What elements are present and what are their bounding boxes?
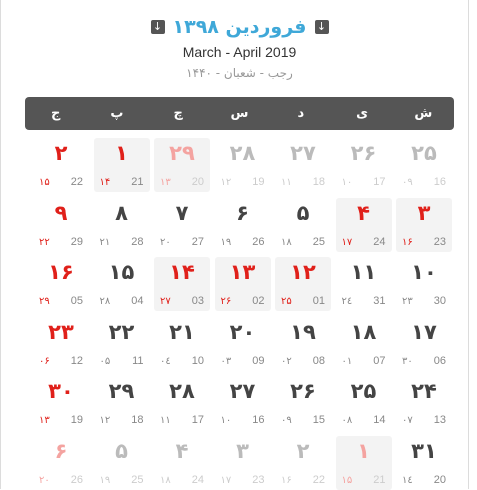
day-cell[interactable]	[336, 257, 392, 311]
hijri-day-number: ۱۲	[99, 415, 111, 426]
gregorian-day-number: 04	[131, 295, 144, 307]
persian-day-number: ۲۸	[229, 141, 256, 165]
day-cell[interactable]	[215, 138, 271, 192]
gregorian-day-number: 08	[312, 354, 325, 367]
gregorian-day-number: 18	[131, 414, 144, 426]
persian-day-number: ۲۸	[169, 379, 195, 403]
day-cell[interactable]	[336, 317, 392, 371]
calendar-header	[1, 14, 477, 80]
persian-day-number: ۷	[175, 200, 189, 225]
day-cell[interactable]	[215, 317, 271, 371]
day-cell[interactable]	[336, 376, 392, 430]
hijri-day-number: ۰۵	[99, 355, 111, 367]
weekday-label: ج	[50, 106, 61, 121]
persian-day-number: ۴	[357, 200, 370, 225]
persian-day-number: ۲۱	[169, 319, 195, 344]
day-cell[interactable]	[275, 198, 331, 252]
persian-day-number: ۱۵	[108, 260, 135, 284]
gregorian-day-number: 29	[70, 235, 83, 248]
persian-day-number: ۵	[115, 438, 128, 463]
day-cell[interactable]	[275, 317, 331, 371]
gregorian-day-number: 24	[191, 473, 204, 486]
hijri-day-number: ۱۱	[160, 415, 171, 426]
gregorian-day-number: 16	[433, 176, 446, 188]
day-cell[interactable]	[396, 376, 452, 430]
hijri-day-number: ۲۷	[160, 296, 171, 307]
day-cell[interactable]	[275, 138, 331, 192]
persian-day-number: ۲	[54, 141, 68, 165]
day-cell[interactable]	[33, 317, 89, 371]
hijri-day-number: ۲٤	[341, 296, 353, 307]
hijri-day-number: ۱۵	[39, 177, 50, 188]
hijri-day-number: ۲۸	[99, 296, 111, 307]
day-cell[interactable]	[94, 436, 150, 490]
gregorian-day-number: 14	[373, 414, 386, 426]
gregorian-day-number: 16	[252, 414, 265, 426]
persian-day-number: ۱۰	[411, 260, 437, 284]
hijri-day-number: ۲۱	[99, 236, 111, 248]
gregorian-day-number: 18	[312, 176, 325, 188]
hijri-day-number: ۱۴	[99, 177, 111, 188]
weekday-label: ش	[414, 106, 433, 121]
persian-day-number: ۱۳	[229, 260, 256, 284]
weekday-label: پ	[110, 106, 124, 121]
gregorian-day-number: 23	[433, 235, 446, 248]
day-cell[interactable]	[215, 376, 271, 430]
persian-day-number: ۹	[54, 200, 68, 225]
gregorian-day-number: 22	[312, 473, 325, 486]
persian-day-number: ۱۶	[48, 260, 74, 284]
day-cell[interactable]	[154, 317, 210, 371]
day-cell[interactable]	[215, 257, 271, 311]
gregorian-day-number: 09	[252, 354, 265, 367]
month-title: فروردین ۱۳۹۸	[172, 16, 307, 38]
gregorian-range: March - April 2019	[182, 44, 297, 60]
gregorian-day-number: 17	[191, 414, 204, 426]
gregorian-day-number: 03	[191, 295, 204, 307]
hijri-day-number: ۰۷	[402, 415, 413, 426]
hijri-day-number: ۰۸	[341, 415, 353, 426]
gregorian-day-number: 24	[373, 235, 386, 248]
persian-day-number: ۵	[296, 200, 310, 225]
hijri-day-number: ۱۸	[281, 236, 292, 248]
persian-day-number: ۶	[236, 200, 249, 225]
day-cell[interactable]	[33, 257, 89, 311]
hijri-day-number: ۱۷	[341, 236, 353, 248]
weekday-label: ی	[356, 106, 369, 121]
gregorian-day-number: 13	[433, 414, 446, 426]
hijri-day-number: ۰۹	[281, 415, 292, 426]
hijri-day-number: ۲۵	[281, 296, 292, 307]
persian-day-number: ۲۹	[108, 379, 135, 403]
gregorian-day-number: 07	[373, 354, 386, 367]
persian-day-number: ۲۴	[411, 379, 437, 403]
persian-day-number: ۴	[175, 438, 189, 463]
persian-day-number: ۶	[54, 438, 68, 463]
persian-day-number: ۲۳	[48, 319, 74, 344]
gregorian-day-number: 06	[433, 354, 446, 367]
persian-day-number: ۳	[236, 438, 249, 463]
gregorian-day-number: 22	[70, 176, 83, 188]
day-cell[interactable]	[396, 198, 452, 252]
weekday-label: د	[297, 106, 305, 121]
day-cell[interactable]	[396, 138, 452, 192]
gregorian-day-number: 02	[252, 295, 265, 307]
day-cell[interactable]	[275, 257, 331, 311]
hijri-day-number: ۱۰	[220, 415, 232, 426]
hijri-day-number: ۱۶	[281, 474, 292, 486]
day-cell[interactable]	[275, 376, 331, 430]
hijri-day-number: ۰۹	[402, 177, 413, 188]
day-cell[interactable]	[154, 376, 210, 430]
persian-day-number: ۸	[115, 200, 128, 225]
day-cell[interactable]	[396, 317, 452, 371]
weekday-label: چ	[173, 106, 183, 121]
hijri-day-number: ۱۵	[341, 474, 353, 486]
gregorian-day-number: 31	[373, 295, 386, 307]
gregorian-day-number: 30	[433, 295, 446, 307]
gregorian-day-number: 20	[433, 473, 446, 486]
day-cell[interactable]	[33, 436, 89, 490]
gregorian-day-number: 19	[70, 414, 83, 426]
gregorian-day-number: 26	[252, 235, 265, 248]
gregorian-day-number: 23	[252, 473, 265, 486]
persian-day-number: ۳	[417, 200, 431, 225]
gregorian-day-number: 05	[70, 295, 83, 307]
gregorian-day-number: 17	[373, 176, 386, 188]
hijri-day-number: ۱۷	[220, 474, 232, 486]
gregorian-day-number: 10	[191, 354, 204, 367]
hijri-day-number: ۲۳	[402, 296, 413, 307]
day-cell[interactable]	[336, 436, 392, 490]
day-cell[interactable]	[33, 198, 89, 252]
day-cell[interactable]	[154, 198, 210, 252]
persian-day-number: ۲۵	[350, 379, 377, 403]
day-cell[interactable]	[215, 436, 271, 490]
hijri-day-number: ۲۰	[160, 236, 171, 248]
hijri-day-number: ۲۰	[39, 474, 50, 486]
hijri-day-number: ۱۹	[99, 474, 111, 486]
weekday-label: س	[230, 106, 249, 121]
gregorian-day-number: 19	[252, 176, 265, 188]
persian-day-number: ۲۶	[290, 379, 316, 403]
hijri-day-number: ۱۰	[341, 177, 353, 188]
persian-day-number: ۱	[115, 141, 128, 165]
persian-day-number: ۲۵	[411, 141, 437, 165]
hijri-day-number: ۰۳	[220, 355, 232, 367]
day-cell[interactable]	[336, 138, 392, 192]
gregorian-day-number: 25	[131, 473, 144, 486]
day-cell[interactable]	[396, 257, 452, 311]
persian-day-number: ۱۹	[290, 319, 316, 344]
day-cell[interactable]	[94, 376, 150, 430]
day-cell[interactable]	[94, 257, 150, 311]
day-cell[interactable]	[275, 436, 331, 490]
day-cell[interactable]	[33, 376, 89, 430]
day-cell[interactable]	[396, 436, 452, 490]
hijri-day-number: ۲۹	[39, 296, 50, 307]
hijri-day-number: ۱۶	[402, 236, 413, 248]
persian-day-number: ۲۹	[169, 141, 195, 165]
persian-day-number: ۳۱	[411, 438, 437, 463]
gregorian-day-number: 25	[312, 235, 325, 248]
day-cell[interactable]	[33, 138, 89, 192]
gregorian-day-number: 12	[70, 354, 83, 367]
month-title-row	[1, 14, 477, 40]
hijri-day-number: ۰۲	[281, 355, 292, 367]
persian-day-number: ۲۷	[229, 379, 256, 403]
persian-day-number: ۱۱	[350, 260, 377, 284]
day-cell[interactable]	[215, 198, 271, 252]
hijri-day-number: ۰۶	[39, 355, 50, 367]
day-cell[interactable]	[94, 138, 150, 192]
gregorian-day-number: 20	[191, 176, 204, 188]
hijri-day-number: ۱۳	[160, 177, 171, 188]
persian-day-number: ۱۸	[350, 319, 377, 344]
gregorian-day-number: 21	[131, 176, 144, 188]
gregorian-day-number: 21	[373, 473, 386, 486]
hijri-day-number: ۳۰	[402, 355, 413, 367]
persian-day-number: ۲۷	[290, 141, 316, 165]
hijri-day-number: ۱۱	[281, 177, 292, 188]
gregorian-day-number: 27	[191, 235, 204, 248]
hijri-day-number: ۰٤	[160, 355, 171, 367]
persian-day-number: ۲۶	[350, 141, 377, 165]
gregorian-day-number: 01	[312, 295, 325, 307]
hijri-day-number: ۱٤	[402, 474, 413, 486]
prev-month-arrow-icon[interactable]: ↓	[151, 20, 165, 34]
weekday-header	[25, 97, 454, 130]
gregorian-day-number: 11	[132, 354, 144, 367]
day-cell[interactable]	[336, 198, 392, 252]
persian-day-number: ۲۰	[229, 319, 256, 344]
persian-day-number: ۱۷	[411, 319, 437, 344]
hijri-range: رجب - شعبان - ۱۴۴۰	[186, 66, 293, 80]
persian-day-number: ۳۰	[48, 379, 74, 403]
persian-day-number: ۱۲	[290, 260, 316, 284]
persian-day-number: ۱۴	[169, 260, 195, 284]
persian-day-number: ۱	[357, 438, 370, 463]
hijri-day-number: ۲۶	[220, 296, 232, 307]
day-cell[interactable]	[94, 317, 150, 371]
gregorian-day-number: 28	[131, 235, 144, 248]
day-cell[interactable]	[154, 138, 210, 192]
day-cell[interactable]	[94, 198, 150, 252]
hijri-day-number: ۱۳	[39, 415, 50, 426]
persian-day-number: ۲۲	[108, 319, 135, 344]
hijri-day-number: ۰۱	[341, 355, 353, 367]
day-cell[interactable]	[154, 257, 210, 311]
hijri-day-number: ۲۲	[39, 236, 50, 248]
persian-day-number: ۲	[296, 438, 310, 463]
next-month-arrow-icon[interactable]: ↓	[315, 20, 329, 34]
hijri-day-number: ۱۹	[220, 236, 232, 248]
gregorian-day-number: 15	[312, 414, 325, 426]
day-cell[interactable]	[154, 436, 210, 490]
hijri-day-number: ۱۲	[220, 177, 232, 188]
gregorian-day-number: 26	[70, 473, 83, 486]
hijri-day-number: ۱۸	[160, 474, 171, 486]
